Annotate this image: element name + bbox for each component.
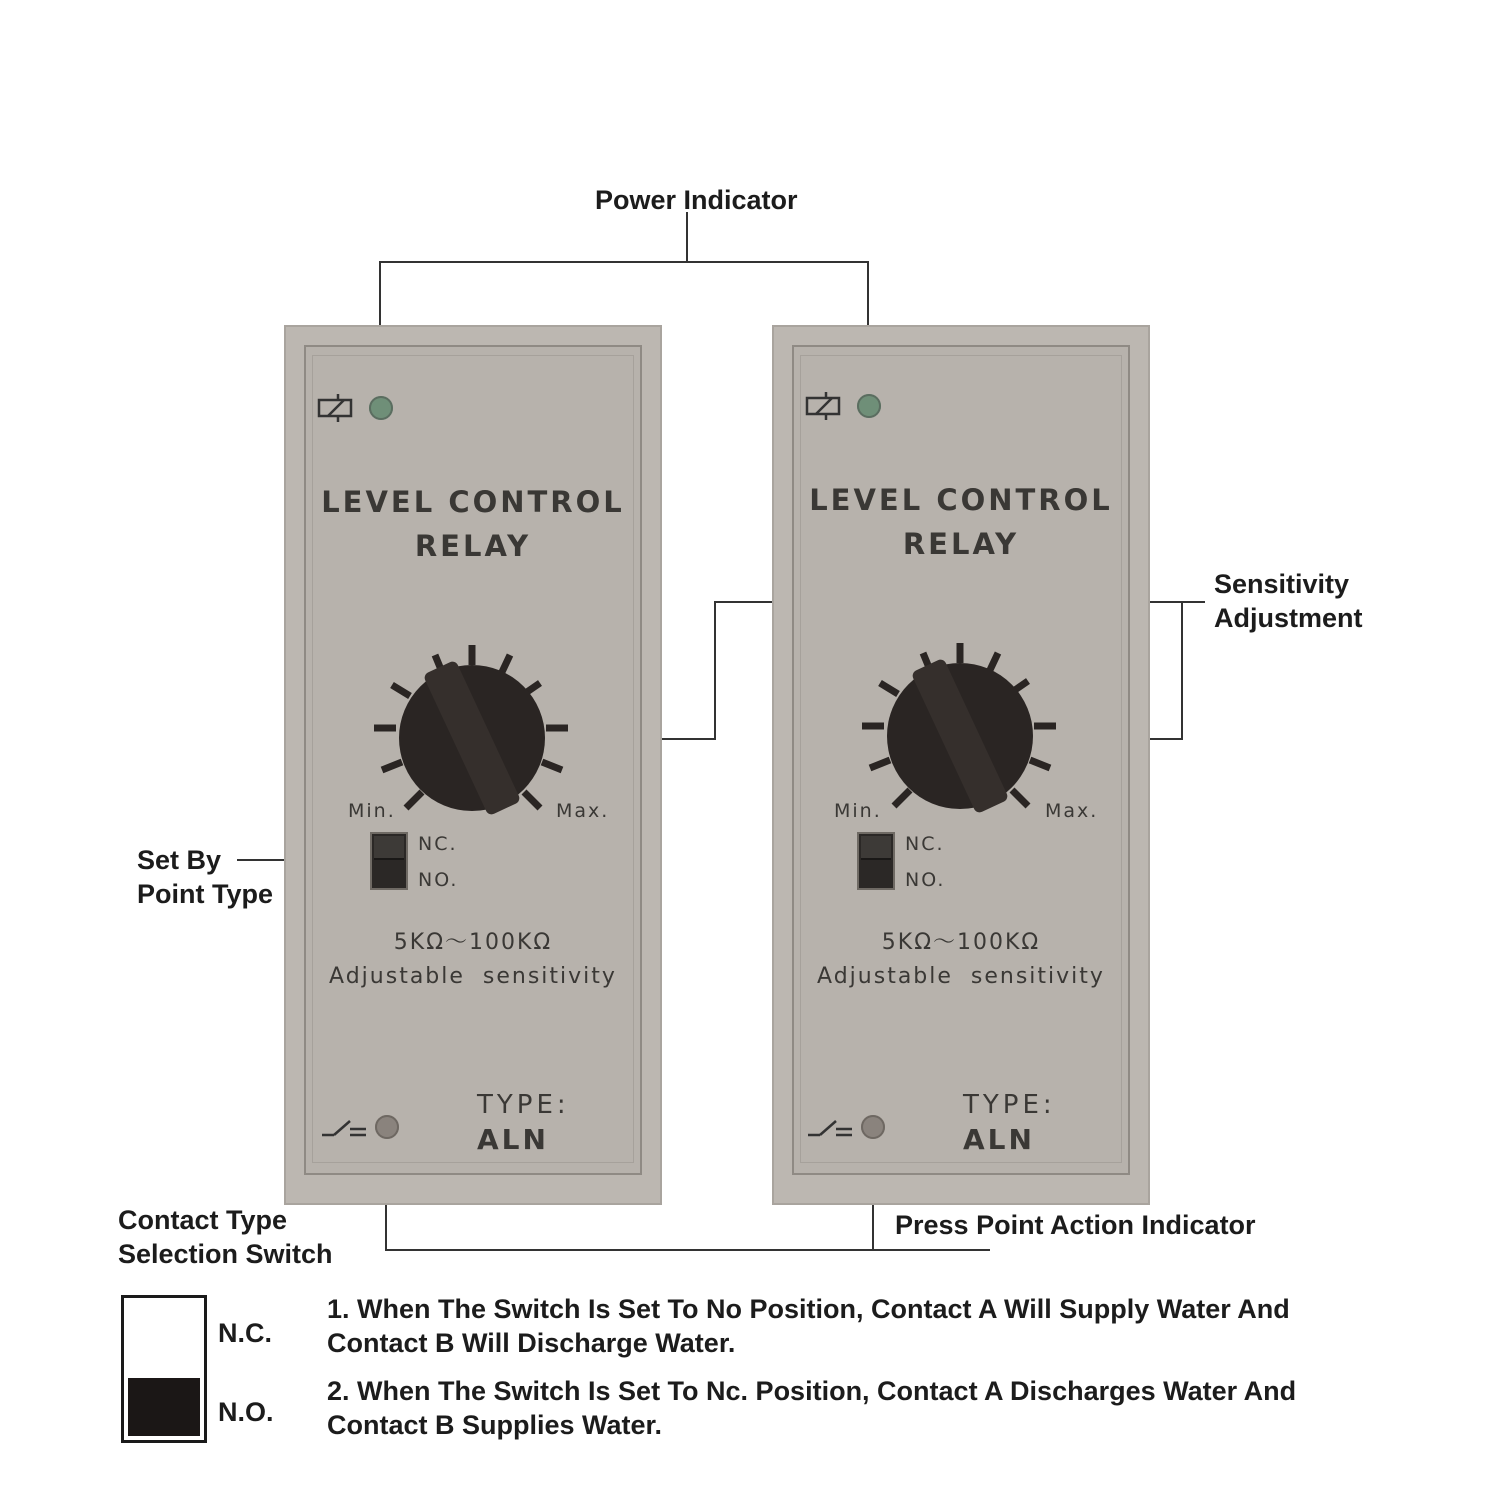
sensitivity-label: Adjustable sensitivity xyxy=(329,964,617,989)
contact-type-callout xyxy=(118,1203,333,1271)
sensitivity-adjustment-callout xyxy=(1214,567,1363,635)
relay-coil-icon xyxy=(804,390,850,422)
contact-switch-icon xyxy=(806,1115,858,1139)
switch-nc-label: NC. xyxy=(418,833,458,855)
set-by-callout-line1: Set By xyxy=(137,845,222,875)
sensitivity-dial[interactable] xyxy=(858,638,1063,828)
power-indicator-callout: Power Indicator xyxy=(595,185,798,215)
switch-legend-fill xyxy=(128,1378,200,1436)
dial-min-label: Min. xyxy=(834,800,882,822)
contact-type-switch[interactable] xyxy=(857,832,895,890)
type-label: TYPE: xyxy=(963,1090,1056,1120)
range-label: 5KΩ～100KΩ xyxy=(393,930,553,955)
legend-no-label: N.O. xyxy=(218,1397,274,1427)
type-value: ALN xyxy=(477,1123,549,1156)
relay-title xyxy=(772,478,1150,566)
dial-max-label: Max. xyxy=(1045,800,1099,822)
note-1-line1: 1. When The Switch Is Set To No Position, Contact A Will Supply Water And xyxy=(327,1294,1290,1324)
contact-switch-icon xyxy=(320,1115,372,1139)
switch-legend-box xyxy=(121,1295,207,1443)
relay-range-text xyxy=(284,926,662,994)
sensitivity-label: Adjustable sensitivity xyxy=(817,964,1105,989)
relay-title-line1: LEVEL CONTROL xyxy=(809,483,1113,517)
legend-nc-label: N.C. xyxy=(218,1318,272,1348)
note-1-line2: Contact B Will Discharge Water. xyxy=(327,1328,736,1358)
power-led xyxy=(857,394,881,418)
sensitivity-dial[interactable] xyxy=(370,640,575,830)
set-by-point-type-callout xyxy=(137,843,273,911)
sensitivity-callout-line2: Adjustment xyxy=(1214,603,1363,633)
note-2 xyxy=(327,1374,1296,1442)
contact-type-callout-line2: Selection Switch xyxy=(118,1239,333,1269)
relay-range-text xyxy=(772,926,1150,994)
relay-title-line2: RELAY xyxy=(414,529,532,563)
type-label: TYPE: xyxy=(477,1090,570,1120)
type-value: ALN xyxy=(963,1123,1035,1156)
switch-no-label: NO. xyxy=(418,869,459,891)
note-1 xyxy=(327,1292,1290,1360)
power-led xyxy=(369,396,393,420)
relay-title xyxy=(284,480,662,568)
switch-nc-label: NC. xyxy=(905,833,945,855)
note-2-line2: Contact B Supplies Water. xyxy=(327,1410,663,1440)
contact-type-callout-line1: Contact Type xyxy=(118,1205,288,1235)
press-point-callout: Press Point Action Indicator xyxy=(895,1210,1256,1240)
note-2-line1: 2. When The Switch Is Set To Nc. Position, Contact A Discharges Water And xyxy=(327,1376,1297,1406)
range-label: 5KΩ～100KΩ xyxy=(881,930,1041,955)
contact-type-switch[interactable] xyxy=(370,832,408,890)
sensitivity-callout-line1: Sensitivity xyxy=(1214,569,1350,599)
set-by-callout-line2: Point Type xyxy=(137,879,274,909)
relay-title-line1: LEVEL CONTROL xyxy=(321,485,625,519)
switch-no-label: NO. xyxy=(905,869,946,891)
action-led xyxy=(375,1115,399,1139)
relay-coil-icon xyxy=(316,392,362,424)
dial-min-label: Min. xyxy=(348,800,396,822)
relay-title-line2: RELAY xyxy=(902,527,1020,561)
dial-max-label: Max. xyxy=(556,800,610,822)
action-led xyxy=(861,1115,885,1139)
